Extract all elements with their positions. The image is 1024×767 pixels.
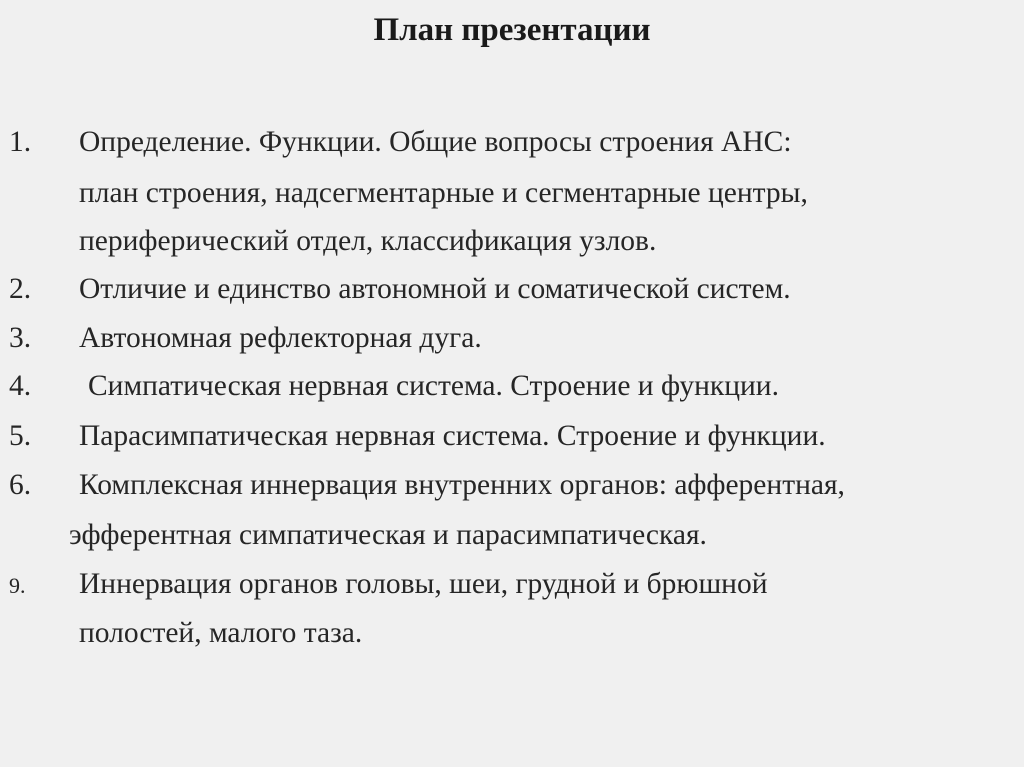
- list-item-text: Отличие и единство автономной и соматической систем.: [79, 273, 791, 305]
- list-item-number: 6.: [9, 469, 32, 501]
- list-item-number: 1.: [9, 126, 32, 158]
- list-item-number: 2.: [9, 273, 32, 305]
- list-item-text: периферический отдел, классификация узлов.: [79, 225, 657, 257]
- list-item-number: 4.: [9, 370, 32, 402]
- list-item-text: Иннервация органов головы, шеи, грудной и брюшной: [79, 568, 768, 600]
- list-item-number: 9.: [9, 573, 26, 598]
- slide-title: План презентации: [373, 12, 651, 48]
- list-item-text: план строения, надсегментарные и сегментарные центры,: [79, 177, 808, 209]
- list-item-number: 5.: [9, 420, 32, 452]
- list-item-text: Парасимпатическая нервная система. Строение и функции.: [79, 420, 826, 452]
- list-item-text: эфферентная симпатическая и парасимпатическая.: [69, 519, 707, 551]
- list-item-text: Определение. Функции. Общие вопросы строения АНС:: [79, 126, 792, 158]
- list-item-text: Симпатическая нервная система. Строение и функции.: [88, 370, 779, 402]
- list-item-text: полостей, малого таза.: [79, 617, 363, 649]
- list-item-number: 3.: [9, 322, 32, 354]
- list-item-text: Комплексная иннервация внутренних органов: афферентная,: [79, 469, 845, 501]
- list-item-text: Автономная рефлекторная дуга.: [79, 322, 482, 354]
